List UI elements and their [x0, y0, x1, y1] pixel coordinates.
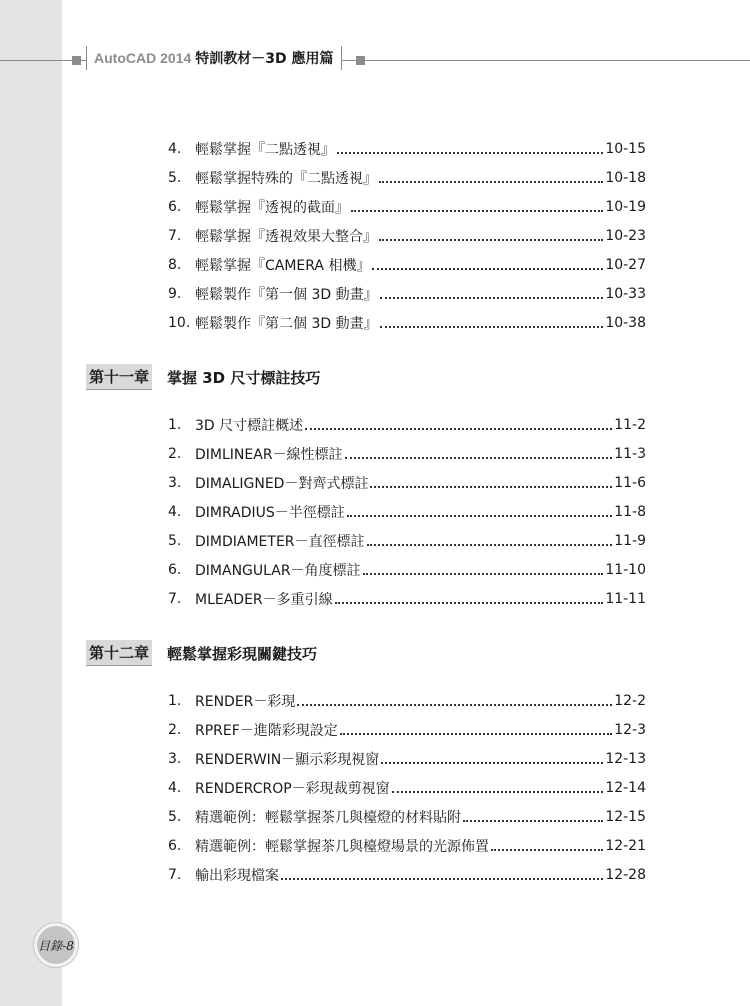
toc-entry-page: 12-3 [614, 722, 646, 738]
toc-entry[interactable] [168, 500, 646, 524]
toc-entry-number: 10. [168, 315, 191, 331]
toc-entry-page: 10-15 [605, 141, 646, 157]
toc-leader-dots [347, 515, 612, 517]
toc-entry[interactable] [168, 863, 646, 887]
toc-entry[interactable] [168, 413, 646, 437]
toc-entry-page: 12-15 [605, 809, 646, 825]
toc-entry-title: 輕鬆掌握特殊的『二點透視』 [195, 171, 377, 187]
toc-entry-title: DIMLINEAR－線性標註 [195, 447, 343, 463]
toc-entry-number: 7. [168, 591, 182, 607]
toc-entry[interactable] [168, 442, 646, 466]
chapter-heading[interactable] [86, 364, 320, 390]
toc-leader-dots [335, 602, 604, 604]
toc-entry[interactable] [168, 689, 646, 713]
toc-entry-page: 12-14 [605, 780, 646, 796]
chapter-title: 輕鬆掌握彩現關鍵技巧 [167, 644, 318, 663]
toc-leader-dots [379, 239, 603, 241]
toc-entry-page: 12-13 [605, 751, 646, 767]
toc-leader-dots [491, 849, 603, 851]
toc-entry-number: 3. [168, 475, 182, 491]
toc-entry-page: 10-33 [605, 286, 646, 302]
toc-entry-title: RENDER－彩現 [195, 694, 296, 710]
toc-entry-title: RENDERCROP－彩現裁剪視窗 [195, 781, 390, 797]
header-square-left [72, 56, 81, 65]
page-number: 目錄-8 [38, 938, 74, 953]
toc-entry-number: 5. [168, 809, 182, 825]
toc-entry-title: DIMRADIUS－半徑標註 [195, 505, 345, 521]
toc-entry-number: 4. [168, 504, 182, 520]
toc-leader-dots [281, 878, 603, 880]
toc-entry-page: 10-23 [605, 228, 646, 244]
toc-entry-page: 12-28 [605, 867, 646, 883]
toc-entry[interactable] [168, 834, 646, 858]
toc-entry-number: 6. [168, 562, 182, 578]
toc-entry-page: 10-27 [605, 257, 646, 273]
toc-entry-page: 11-8 [614, 504, 646, 520]
toc-leader-dots [345, 457, 613, 459]
toc-entry-number: 5. [168, 170, 182, 186]
toc-entry[interactable] [168, 195, 646, 219]
toc-entry[interactable] [168, 776, 646, 800]
chapter-title: 掌握 3D 尺寸標註技巧 [167, 368, 321, 387]
toc-entry-page: 11-10 [605, 562, 646, 578]
toc-entry[interactable] [168, 253, 646, 277]
toc-entry-page: 10-19 [605, 199, 646, 215]
header-book-title: AutoCAD 2014 [94, 50, 192, 66]
toc-entry-title: DIMANGULAR－角度標註 [195, 563, 361, 579]
toc-entry-number: 6. [168, 199, 182, 215]
toc-entry-number: 9. [168, 286, 182, 302]
toc-entry-number: 8. [168, 257, 182, 273]
toc-entry-page: 11-2 [614, 417, 646, 433]
toc-entry[interactable] [168, 137, 646, 161]
toc-entry[interactable] [168, 282, 646, 306]
toc-leader-dots [380, 326, 604, 328]
toc-leader-dots [297, 704, 612, 706]
toc-entry-title: 3D 尺寸標註概述 [195, 418, 304, 434]
toc-entry[interactable] [168, 747, 646, 771]
toc-entry-title: 輕鬆掌握『透視效果大整合』 [195, 229, 377, 245]
toc-entry[interactable] [168, 224, 646, 248]
toc-entry[interactable] [168, 529, 646, 553]
toc-entry-number: 4. [168, 780, 182, 796]
toc-entry-title: 精選範例：輕鬆掌握茶几與檯燈的材料貼附 [195, 810, 461, 826]
toc-entry-page: 11-6 [614, 475, 646, 491]
toc-entry-page: 10-18 [605, 170, 646, 186]
header-square-right [356, 56, 365, 65]
toc-entry-title: MLEADER－多重引線 [195, 592, 333, 608]
toc-entry-number: 1. [168, 417, 182, 433]
toc-entry-number: 2. [168, 722, 182, 738]
toc-entry-title: DIMDIAMETER－直徑標註 [195, 534, 365, 550]
chapter-heading[interactable] [86, 640, 317, 666]
toc-leader-dots [367, 544, 613, 546]
running-header [86, 46, 342, 70]
toc-leader-dots [370, 486, 612, 488]
toc-entry-page: 11-3 [614, 446, 646, 462]
toc-leader-dots [305, 428, 612, 430]
toc-entry[interactable] [168, 166, 646, 190]
toc-entry-title: 輕鬆掌握『透視的截面』 [195, 200, 349, 216]
toc-entry-number: 7. [168, 228, 182, 244]
toc-entry-number: 6. [168, 838, 182, 854]
toc-leader-dots [337, 152, 603, 154]
toc-entry-title: RENDERWIN－顯示彩現視窗 [195, 752, 380, 768]
toc-leader-dots [372, 268, 603, 270]
toc-entry[interactable] [168, 587, 646, 611]
toc-leader-dots [381, 762, 603, 764]
toc-entry-page: 12-2 [614, 693, 646, 709]
toc-entry-title: 輕鬆掌握『二點透視』 [195, 142, 335, 158]
toc-leader-dots [463, 820, 603, 822]
toc-entry-title: 輕鬆製作『第二個 3D 動畫』 [195, 316, 378, 332]
toc-entry-title: 精選範例：輕鬆掌握茶几與檯燈場景的光源佈置 [195, 839, 489, 855]
toc-entry-number: 5. [168, 533, 182, 549]
toc-leader-dots [351, 210, 603, 212]
toc-entry-title: 輕鬆製作『第一個 3D 動畫』 [195, 287, 378, 303]
toc-entry[interactable] [168, 471, 646, 495]
toc-entry-number: 1. [168, 693, 182, 709]
toc-entry-title: 輸出彩現檔案 [195, 868, 279, 884]
chapter-number: 第十一章 [86, 364, 152, 390]
toc-leader-dots [380, 297, 604, 299]
toc-entry-page: 10-38 [605, 315, 646, 331]
toc-entry[interactable] [168, 805, 646, 829]
toc-entry-number: 4. [168, 141, 182, 157]
toc-entry-title: RPREF－進階彩現設定 [195, 723, 338, 739]
toc-leader-dots [363, 573, 604, 575]
toc-entry-number: 3. [168, 751, 182, 767]
toc-entry-number: 2. [168, 446, 182, 462]
page-margin-band [0, 0, 62, 1006]
toc-entry-page: 11-9 [614, 533, 646, 549]
toc-entry[interactable] [168, 558, 646, 582]
toc-entry-title: 輕鬆掌握『CAMERA 相機』 [195, 258, 371, 274]
toc-leader-dots [392, 791, 604, 793]
toc-entry-page: 11-11 [605, 591, 646, 607]
toc-leader-dots [379, 181, 603, 183]
chapter-number: 第十二章 [86, 640, 152, 666]
page-number-badge [37, 926, 75, 964]
toc-leader-dots [340, 733, 612, 735]
toc-entry-title: DIMALIGNED－對齊式標註 [195, 476, 369, 492]
toc-entry[interactable] [168, 718, 646, 742]
toc-entry[interactable] [168, 311, 646, 335]
toc-entry-page: 12-21 [605, 838, 646, 854]
header-book-subtitle: 特訓教材－3D 應用篇 [195, 51, 334, 67]
toc-entry-number: 7. [168, 867, 182, 883]
